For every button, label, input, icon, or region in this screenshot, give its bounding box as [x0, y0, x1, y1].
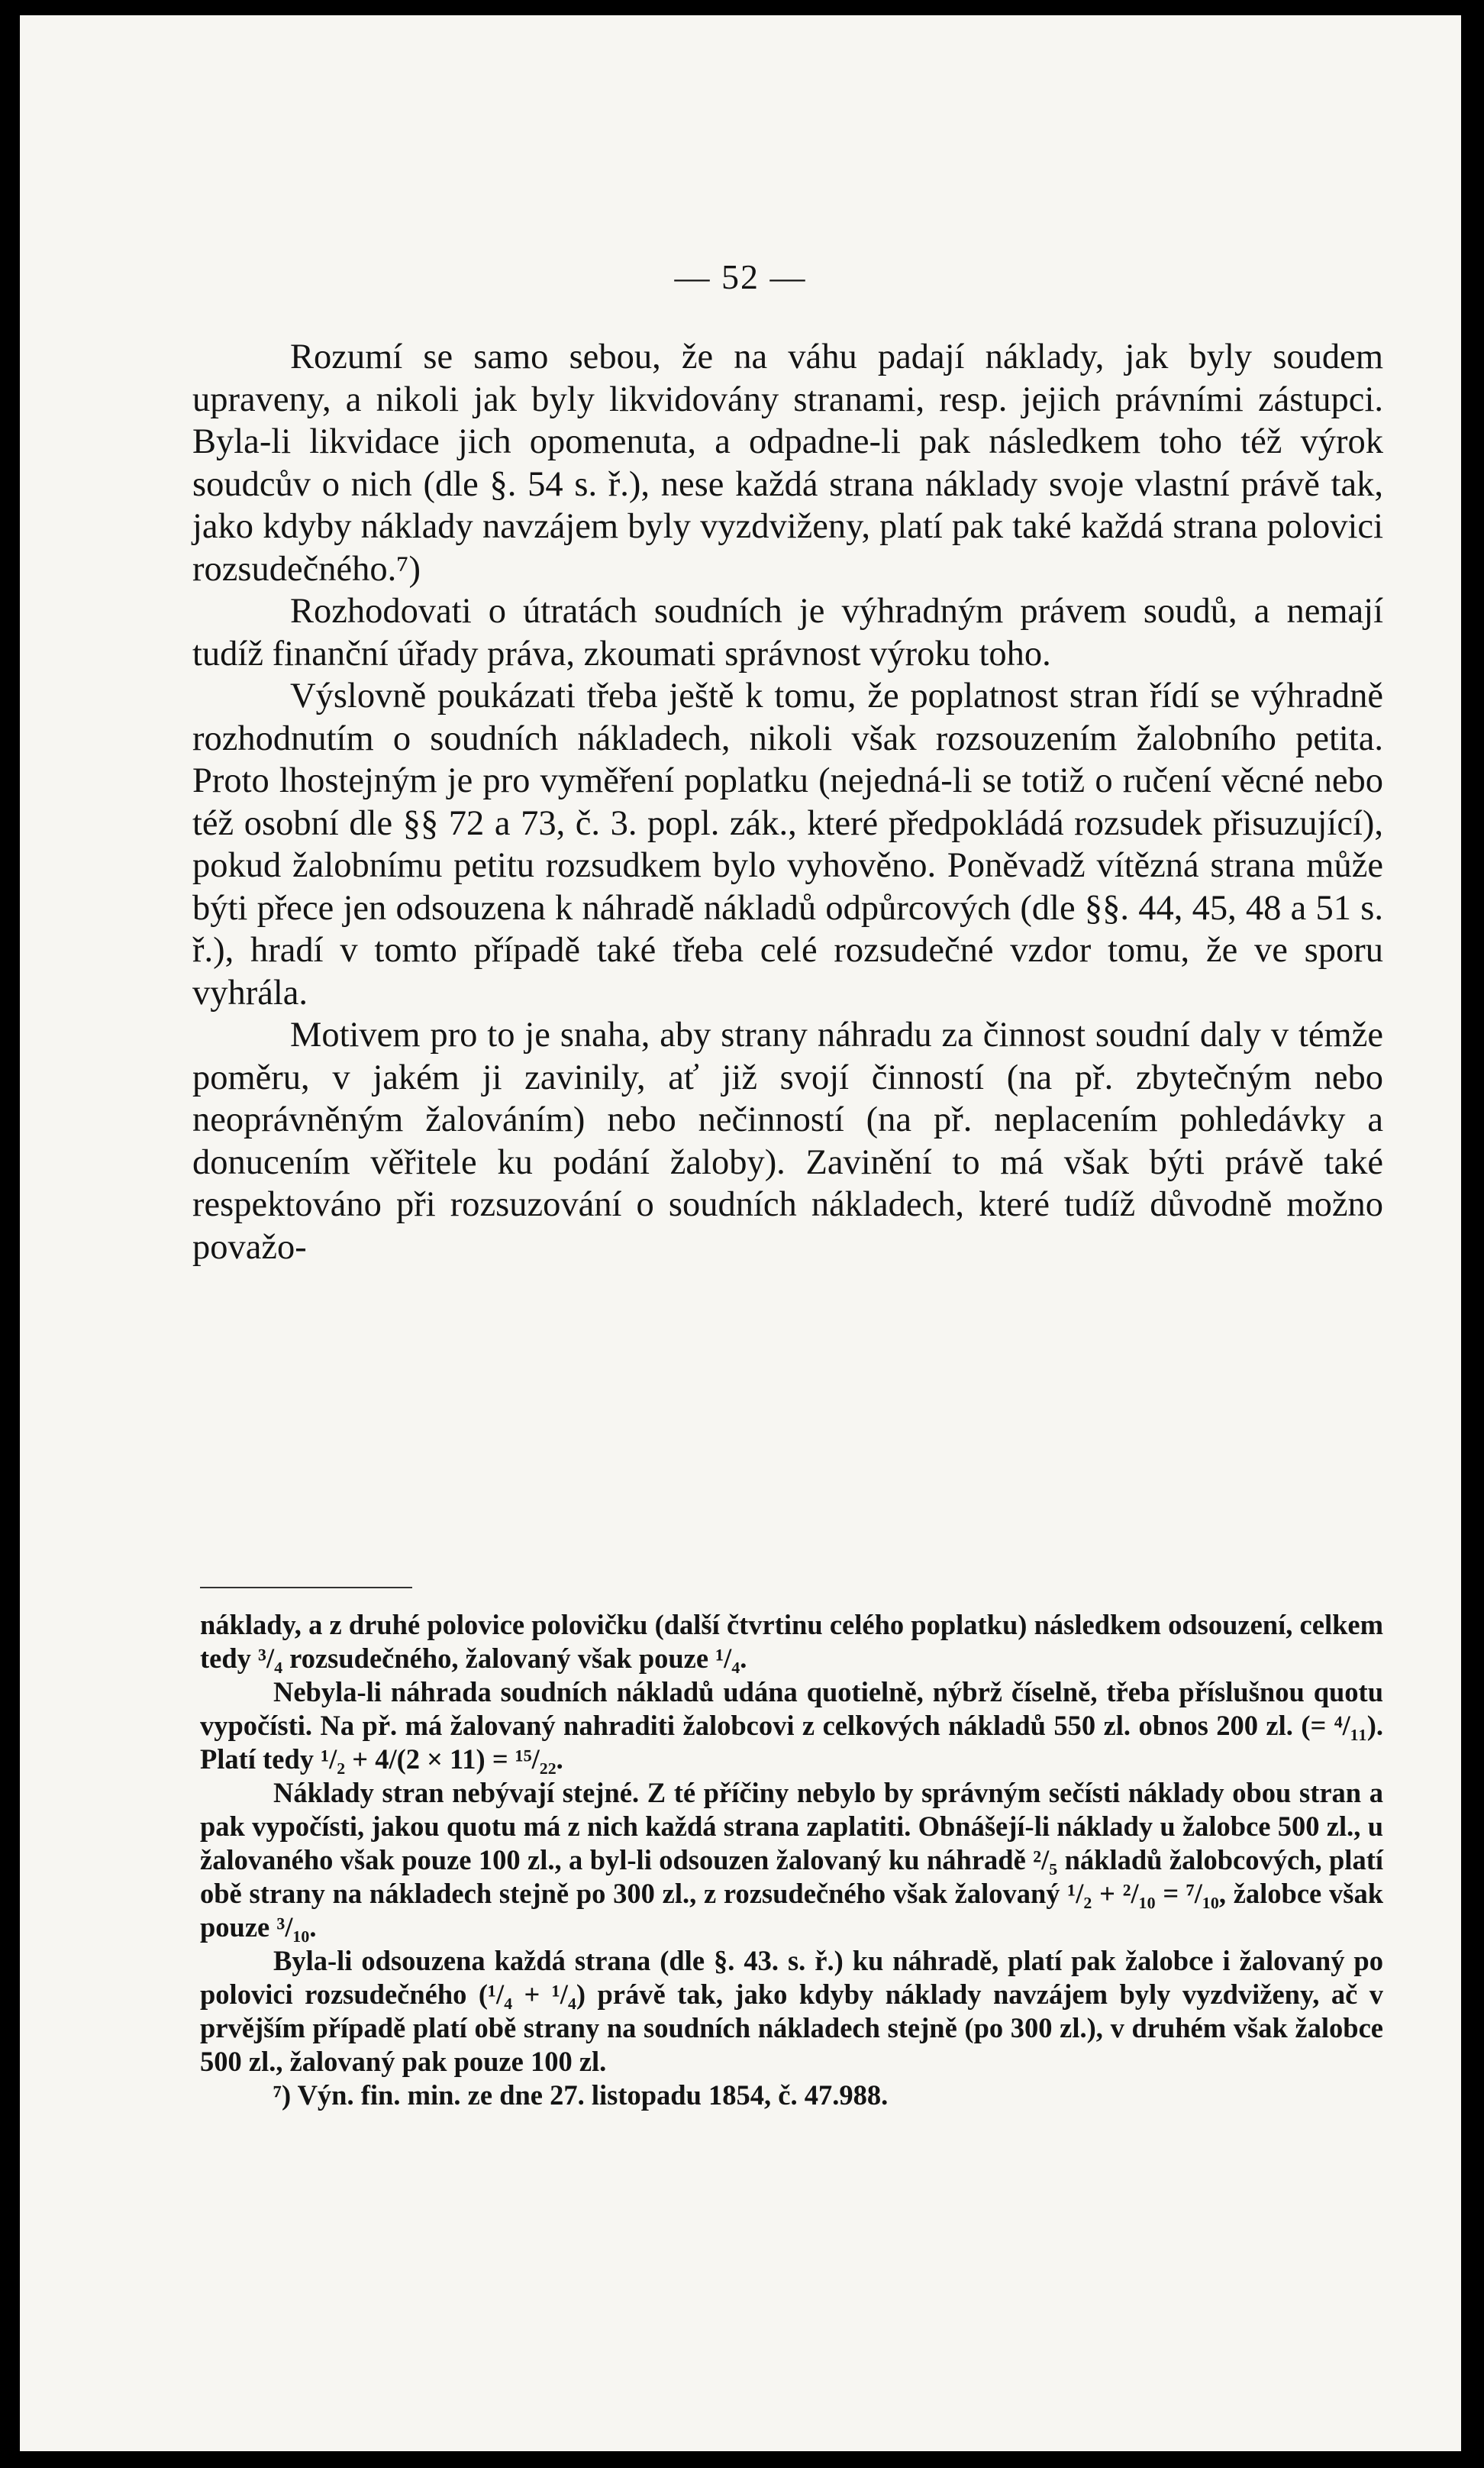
paragraph-fee-liability: Výslovně poukázati třeba ještě k tomu, že poplatnost stran řídí se výhradně rozhodnutím o soudních nákladech, nikoli však rozsouzením žalobního petita. Proto lhostejným je pro vyměření poplatku (nejedná-li se totiž o ručení věcné nebo též osobní dle §§ 72 a 73, č. 3. popl. zák., které předpokládá rozsudek přisuzující), pokud žalobnímu petitu rozsudkem bylo vyhověno. Poněvadž vítězná strana může býti přece jen odsouzena k náhradě nákladů odpůrcových (dle §§. 44, 45, 48 a 51 s. ř.), hradí v tomto případě také třeba celé rozsudečné vzdor tomu, že ve sporu vyhrála. — [192, 677, 1383, 1013]
paragraph-motive: Motivem pro to je snaha, aby strany náhradu za činnost soudní daly v témže poměru, v jakém ji zavinily, ať již svojí činností (na př. zbytečným nebo neoprávněným žalováním) nebo nečinností (na př. neplacením pohledávky a donucením věřitele ku podání žaloby). Zavinění to má však býti právě také respektováno při rozsuzování o soudních nákladech, které tudíž důvodně možno považo- — [192, 1016, 1383, 1267]
footnote-divider — [200, 1587, 412, 1588]
footnote-both-sentenced: Byla-li odsouzena každá strana (dle §. 43. s. ř.) ku náhradě, platí pak žalobce i žalovaný po polovici rozsudečného (¹/₄ + ¹/₄) právě tak, jako kdyby náklady navzájem byly vyzdviženy, ač v prvějším případě platí obě strany na soudních nákladech stejně (po 300 zl.), v druhém však žalobce 500 zl., žalovaný pak pouze 100 zl. — [200, 1945, 1383, 2077]
footnote-unequal-costs: Náklady stran nebývají stejné. Z té příčiny nebylo by správným sečísti náklady obou stran a pak vypočísti, jakou quotu má z nich každá strana zaplatiti. Obnášejí-li náklady u žalobce 500 zl., u žalovaného však pouze 100 zl., a byl-li odsouzen žalovaný ku náhradě ²/₅ nákladů žalobcových, platí obě strany na nákladech stejně po 300 zl., z rozsudečného však žalovaný ¹/₂ + ²/₁₀ = ⁷/₁₀, žalobce však pouze ³/₁₀. — [200, 1777, 1383, 1943]
footnote-quota: Nebyla-li náhrada soudních nákladů udána quotielně, nýbrž číselně, třeba příslušnou quotu vypočísti. Na př. má žalovaný nahraditi žalobcovi z celkových nákladů 550 zl. obnos 200 zl. (= ⁴/₁₁). Platí tedy ¹/₂ + 4/(2 × 11) = ¹⁵/₂₂. — [200, 1676, 1383, 1775]
page-number: — 52 — — [674, 257, 807, 296]
book-page — [20, 15, 1461, 2451]
footnote-7: ⁷) Výn. fin. min. ze dne 27. listopadu 1854, č. 47.988. — [273, 2079, 889, 2111]
paragraph-court-decision: Rozhodovati o útratách soudních je výhradným právem soudů, a nemají tudíž finanční úřady práva, zkoumati správnost výroku toho. — [192, 592, 1383, 674]
footnote-continuation: náklady, a z druhé polovice polovičku (další čtvrtinu celého poplatku) následkem odsouzení, celkem tedy ³/₄ rozsudečného, žalovaný však pouze ¹/₄. — [200, 1609, 1383, 1674]
footnotes — [200, 1608, 1383, 2112]
paragraph-costs-bearing: Rozumí se samo sebou, že na váhu padají náklady, jak byly soudem upraveny, a nikoli jak byly likvidovány stranami, resp. jejich právními zástupci. Byla-li likvidace jich opomenuta, a odpadne-li pak následkem toho též výrok soudcův o nich (dle §. 54 s. ř.), nese každá strana náklady svoje vlastní právě tak, jako kdyby náklady navzájem byly vyzdviženy, platí pak také každá strana polovici rozsudečného.⁷) — [192, 338, 1383, 589]
main-text — [192, 336, 1383, 1268]
